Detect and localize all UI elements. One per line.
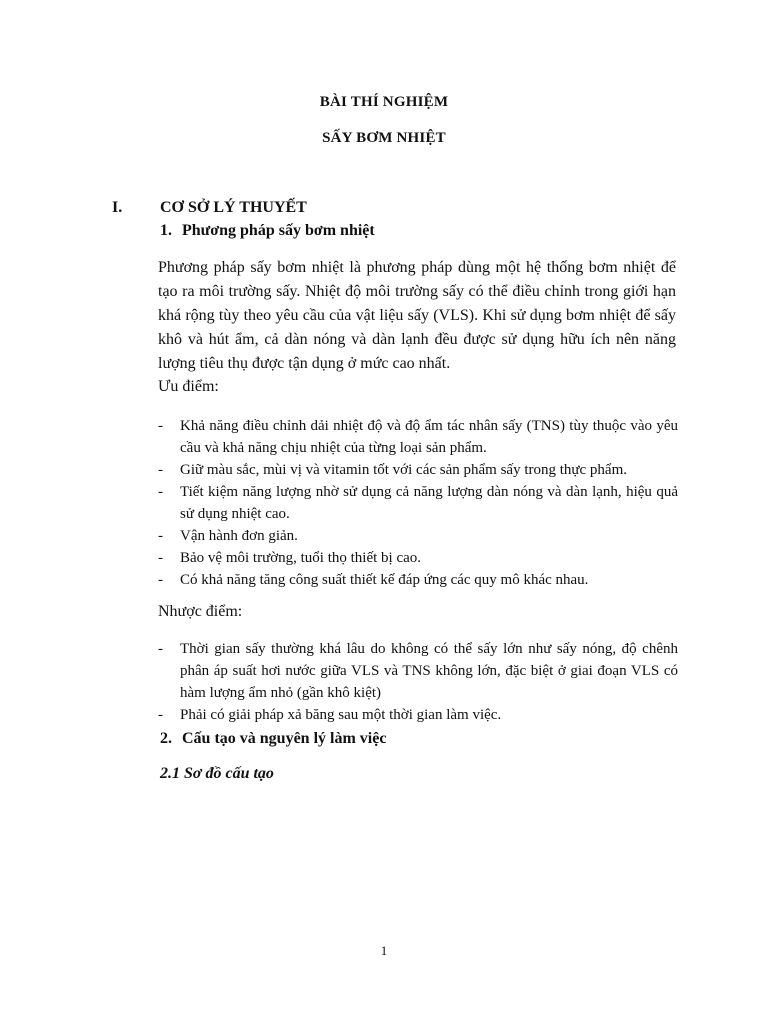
list-item	[158, 415, 678, 459]
list-item-text: Khả năng điều chỉnh dải nhiệt độ và độ ẩm tác nhân sấy (TNS) tùy thuộc vào yêu cầu và khả năng chịu nhiệt của từng loại sản phẩm.	[180, 418, 678, 456]
cons-label: Nhược điểm:	[158, 603, 243, 620]
bullet-dash: -	[158, 550, 163, 566]
list-item	[158, 525, 678, 547]
section-title: CƠ SỞ LÝ THUYẾT	[160, 199, 307, 216]
list-item	[158, 459, 678, 481]
list-item	[158, 569, 678, 591]
subsubsection-heading: 2.1 Sơ đồ cấu tạo	[160, 765, 274, 782]
list-item	[158, 704, 678, 726]
list-item	[158, 481, 678, 525]
subsection-1-heading	[160, 222, 375, 240]
list-item-text: Vận hành đơn giản.	[180, 528, 298, 544]
subsection-2-title: Cấu tạo và nguyên lý làm việc	[182, 730, 387, 747]
subsection-1-title: Phương pháp sấy bơm nhiệt	[182, 222, 375, 239]
bullet-dash: -	[158, 641, 163, 657]
subsection-2-number: 2.	[160, 730, 172, 747]
document-title: BÀI THÍ NGHIỆM	[319, 94, 449, 110]
list-item-text: Tiết kiệm năng lượng nhờ sử dụng cả năng lượng dàn nóng và dàn lạnh, hiệu quả sử dụng nhiệt cao.	[180, 484, 678, 522]
bullet-dash: -	[158, 707, 163, 723]
bullet-dash: -	[158, 418, 163, 434]
bullet-dash: -	[158, 462, 163, 478]
subsection-1-number: 1.	[160, 222, 172, 239]
list-item-text: Thời gian sấy thường khá lâu do không có thể sấy lớn như sấy nóng, độ chênh phân áp suất hơi nước giữa VLS và TNS không lớn, đặc biệt ở giai đoạn VLS có hàm lượng ẩm nhỏ (gần khô kiệt)	[180, 641, 678, 701]
intro-paragraph: Phương pháp sấy bơm nhiệt là phương pháp dùng một hệ thống bơm nhiệt để tạo ra môi trường sấy. Nhiệt độ môi trường sấy có thể điều chỉnh trong giới hạn khá rộng tùy theo yêu cầu của vật liệu sấy (VLS). Khi sử dụng bơm nhiệt để sấy khô và hút ẩm, cả dàn nóng và dàn lạnh đều được sử dụng hữu ích nên năng lượng tiêu thụ được tận dụng ở mức cao nhất.	[158, 259, 676, 372]
page-number: 1	[380, 943, 388, 958]
list-item-text: Phải có giải pháp xả băng sau một thời gian làm việc.	[180, 707, 502, 723]
bullet-dash: -	[158, 528, 163, 544]
cons-list	[158, 638, 678, 726]
pros-list	[158, 415, 678, 591]
list-item-text: Giữ màu sắc, mùi vị và vitamin tốt với các sản phẩm sấy trong thực phẩm.	[180, 462, 628, 478]
bullet-dash: -	[158, 484, 163, 500]
list-item-text: Bảo vệ môi trường, tuổi thọ thiết bị cao.	[180, 550, 422, 566]
subsection-2-heading	[160, 730, 386, 748]
list-item	[158, 638, 678, 704]
section-number: I.	[112, 199, 123, 216]
list-item	[158, 547, 678, 569]
bullet-dash: -	[158, 572, 163, 588]
list-item-text: Có khả năng tăng công suất thiết kế đáp ứng các quy mô khác nhau.	[180, 572, 589, 588]
pros-label: Ưu điểm:	[158, 378, 219, 395]
document-subtitle: SẤY BƠM NHIỆT	[322, 130, 446, 146]
